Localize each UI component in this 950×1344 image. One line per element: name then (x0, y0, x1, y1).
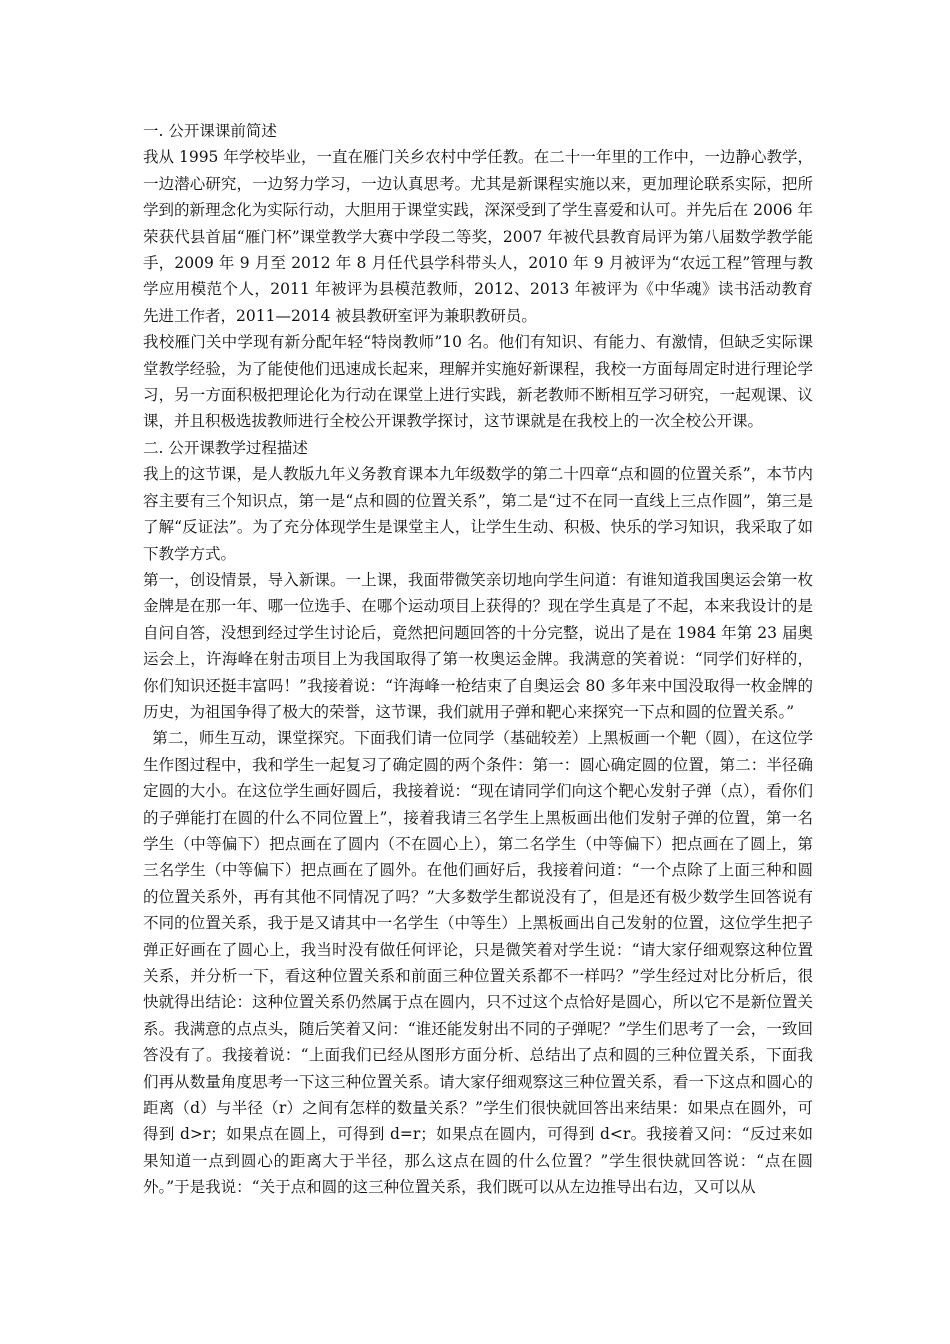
section-2-paragraph-2: 第一，创设情景，导入新课。一上课，我面带微笑亲切地向学生问道：有谁知道我国奥运会第一枚金牌是在那一年、哪一位选手、在哪个运动项目上获得的？现在学生真是了不起，本来我设计的是自问自答，没想到经过学生讨论后，竟然把问题回答的十分完整，说出了是在 1984 年第 23 届奥运会上，许海峰在射击项目上为我国取得了第一枚奥运金牌。我满意的笑着说：“同学们好样的，你们知识还挺丰富吗！”我接着说：“许海峰一枪结束了自奥运会 80 多年来中国没取得一枚金牌的历史，为祖国争得了极大的荣誉，这节课，我们就用子弹和靶心来探究一下点和圆的位置关系。” (143, 570, 813, 721)
section-2-paragraph-1: 我上的这节课，是人教版九年义务教育课本九年级数学的第二十四章“点和圆的位置关系”，本节内容主要有三个知识点，第一是“点和圆的位置关系”，第二是“过不在同一直线上三点作圆”，第三是了解“反证法”。为了充分体现学生是课堂主人，让学生生动、积极、快乐的学习知识，我采取了如下教学方式。 (143, 465, 813, 563)
section-2-heading: 二. 公开课教学过程描述 (143, 438, 308, 457)
document-page (143, 118, 813, 1201)
section-1-heading: 一. 公开课课前简述 (143, 122, 277, 140)
section-2-paragraph-3: 第二，师生互动，课堂探究。下面我们请一位同学（基础较差）上黑板画一个靶（圆），在这位学生作图过程中，我和学生一起复习了确定圆的两个条件：第一：圆心确定圆的位置，第二：半径确定圆的大小。在这位学生画好圆后，我接着说：“现在请同学们向这个靶心发射子弹（点），看你们的子弹能打在圆的什么不同位置上”，接着我请三名学生上黑板画出他们发射子弹的位置，第一名学生（中等偏下）把点画在了圆内（不在圆心上），第二名学生（中等偏下）把点画在了圆上，第三名学生（中等偏下）把点画在了圆外。在他们画好后，我接着问道：“一个点除了上面三种和圆的位置关系外，再有其他不同情况了吗？”大多数学生都说没有了，但是还有极少数学生回答说有不同的位置关系，我于是又请其中一名学生（中等生）上黑板画出自己发射的位置，这位学生把子弹正好画在了圆心上，我当时没有做任何评论，只是微笑着对学生说：“请大家仔细观察这种位置关系，并分析一下，看这种位置关系和前面三种位置关系都不一样吗？”学生经过对比分析后，很快就得出结论：这种位置关系仍然属于点在圆内，只不过这个点恰好是圆心，所以它不是新位置关系。我满意的点点头，随后笑着又问：“谁还能发射出不同的子弹呢？”学生们思考了一会，一致回答没有了。我接着说：“上面我们已经从图形方面分析、总结出了点和圆的三种位置关系，下面我们再从数量角度思考一下这三种位置关系。请大家仔细观察这三种位置关系，看一下这点和圆心的距离（d）与半径（r）之间有怎样的数量关系？”学生们很快就回答出来结果：如果点在圆外，可得到 d>r；如果点在圆上，可得到 d=r；如果点在圆内，可得到 d<r。我接着又问：“反过来如果知道一点到圆心的距离大于半径，那么这点在圆的什么位置？”学生很快就回答说：“点在圆外。”于是我说：“关于点和圆的这三种位置关系，我们既可以从左边推导出右边，又可以从 (143, 729, 813, 1197)
section-1-paragraph-2: 我校雁门关中学现有新分配年轻“特岗教师”10 名。他们有知识、有能力、有激情，但缺乏实际课堂教学经验，为了能使他们迅速成长起来，理解并实施好新课程，我校一方面每周定时进行理论学习，另一方面积极把理论化为行动在课堂上进行实践，新老教师不断相互学习研究，一起观课、议课，并且积极选拔教师进行全校公开课教学探讨，这节课就是在我校上的一次全校公开课。 (143, 333, 813, 431)
section-1-paragraph-1: 我从 1995 年学校毕业，一直在雁门关乡农村中学任教。在二十一年里的工作中，一边静心教学，一边潜心研究，一边努力学习，一边认真思考。尤其是新课程实施以来，更加理论联系实际，把所学到的新理念化为实际行动，大胆用于课堂实践，深深受到了学生喜爱和认可。并先后在 2006 年荣获代县首届“雁门杯”课堂教学大赛中学段二等奖，2007 年被代县教育局评为第八届数学教学能手，2009 年 9 月至 2012 年 8 月任代县学科带头人，2010 年 9 月被评为“农远工程”管理与教学应用模范个人，2011 年被评为县模范教师，2012、2013 年被评为《中华魂》读书活动教育先进工作者，2011—2014 被县教研室评为兼职教研员。 (143, 148, 813, 325)
